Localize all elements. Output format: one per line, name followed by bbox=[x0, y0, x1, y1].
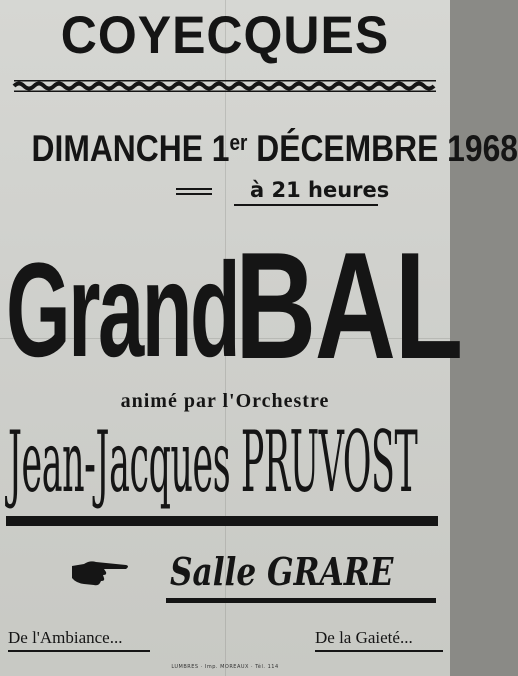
time-underline bbox=[234, 204, 378, 206]
event-time: à 21 heures bbox=[250, 178, 390, 202]
time-rule-top bbox=[176, 188, 212, 190]
orchestra-name: Jean-Jacques PRUVOST bbox=[8, 413, 418, 511]
venue-name: Salle GRARE bbox=[170, 549, 394, 594]
town-name: COYECQUES bbox=[60, 5, 390, 65]
date-ordinal: er bbox=[229, 130, 248, 155]
footer-gaiete-rule bbox=[315, 650, 443, 652]
footer-ambiance: De l'Ambiance... bbox=[8, 628, 123, 647]
event-date bbox=[31, 128, 518, 170]
venue-rule bbox=[166, 598, 436, 603]
wavy-divider bbox=[14, 80, 436, 92]
pointing-hand-icon bbox=[70, 556, 130, 586]
date-day: DIMANCHE 1 bbox=[31, 128, 230, 169]
footer-gaiete: De la Gaieté... bbox=[315, 628, 413, 647]
event-title-bal: BAL bbox=[235, 221, 462, 391]
time-rule-bottom bbox=[176, 193, 212, 195]
hosted-by-text: animé par l'Orchestre bbox=[120, 390, 330, 412]
printer-imprint: LUMBRES · Imp. MOREAUX · Tél. 114 bbox=[171, 664, 279, 670]
footer-ambiance-rule bbox=[8, 650, 150, 652]
date-month-year: DÉCEMBRE 1968 bbox=[247, 128, 518, 169]
event-title-grand: Grand bbox=[6, 236, 239, 385]
orchestra-rule bbox=[6, 516, 438, 526]
